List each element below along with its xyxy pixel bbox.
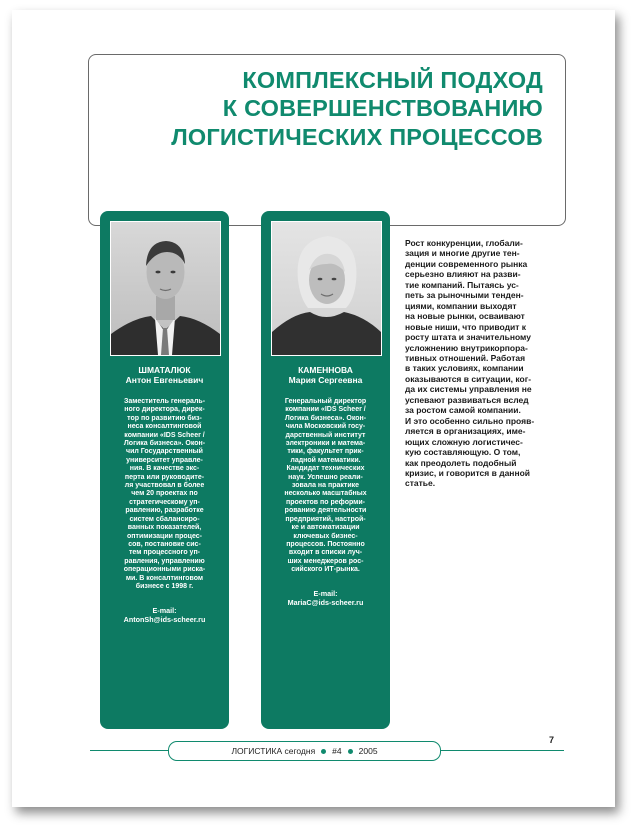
body-line: кризис, и говорится в данной	[405, 467, 530, 478]
footer-journal-pill	[168, 741, 441, 761]
body-line: ляется в организациях, име-	[405, 426, 526, 437]
bio-line: ния. В качестве экс-	[129, 465, 200, 473]
bio-line: тем процессного уп-	[128, 549, 201, 557]
bio-line: ного директора, дирек-	[124, 406, 205, 414]
body-line: успевают развиваться вслед	[405, 394, 529, 405]
author-email-block	[100, 606, 229, 624]
author-bio-kamennova	[267, 398, 384, 575]
body-line: И это особенно сильно прояв-	[405, 415, 535, 426]
footer-issue: #4	[332, 746, 342, 756]
bio-line: Генеральный директор	[284, 398, 367, 405]
author-surname: КАМЕННОВА	[298, 365, 353, 375]
bio-line: ванных показателей,	[127, 524, 202, 532]
body-line: как преодолеть подобный	[405, 457, 517, 468]
body-line: да их системы управления не	[405, 384, 532, 395]
author-photo-shmataluk	[110, 221, 221, 356]
body-line: тивных отношений. Работая	[405, 352, 526, 363]
bullet-dot-icon	[348, 749, 353, 754]
bio-line: наук. Успешно реали-	[288, 473, 363, 481]
body-line: Рост конкуренции, глобали-	[405, 238, 523, 248]
email-label: E-mail:	[313, 589, 338, 598]
author-email-link[interactable]: AntonSh@ids-scheer.ru	[123, 615, 206, 624]
bio-line: равлению, разработке	[125, 507, 204, 515]
bio-line: чем 20 проектах по	[131, 490, 198, 498]
author-bio-shmataluk	[106, 398, 223, 591]
body-line: оказываются в ситуации, ког-	[405, 373, 532, 384]
bio-line: операционными риска-	[123, 566, 206, 574]
bio-line: сов, постановке сис-	[128, 540, 201, 548]
body-line: зация и многие другие тен-	[405, 248, 520, 259]
body-line: циями, компании выходят	[405, 300, 517, 311]
author-photo-kamennova	[271, 221, 382, 356]
bio-line: систем сбалансиро-	[129, 515, 200, 523]
bio-line: Логика бизнеса». Окон-	[123, 440, 206, 448]
author-email-link[interactable]: MariaC@ids-scheer.ru	[287, 598, 364, 607]
author-surname: ШМАТАЛЮК	[138, 365, 191, 375]
bio-line: Кандидат технических	[286, 465, 365, 473]
bio-line: рованию деятельности	[284, 507, 367, 515]
bio-line: несколько масштабных	[284, 490, 367, 498]
body-line: тие компаний. Пытаясь ус-	[405, 279, 519, 290]
author-given-name: Антон Евгеньевич	[125, 375, 204, 385]
bio-line: проектов по реформи-	[286, 498, 365, 506]
bio-line: стратегическому уп-	[129, 498, 200, 506]
body-line: серьезно влияют на разви-	[405, 269, 521, 280]
bio-line: неса консалтинговой	[127, 423, 202, 431]
bio-line: процессов. Постоянно	[286, 540, 365, 548]
bio-line: компании «IDS Scheer /	[124, 431, 205, 439]
bio-line: университет управле-	[126, 456, 203, 464]
title-box	[88, 54, 566, 226]
author-card-kamennova	[261, 211, 390, 729]
author-email-block	[261, 589, 390, 607]
bio-line: электроники и матема-	[285, 440, 366, 448]
article-title-line-3: ЛОГИСТИЧЕСКИХ ПРОЦЕССОВ	[171, 124, 543, 150]
article-lead-paragraph	[405, 238, 561, 489]
page-number: 7	[549, 735, 555, 745]
bio-line: ших менеджеров рос-	[287, 557, 364, 565]
body-line: усложнению внутрикорпора-	[405, 342, 528, 353]
bio-line: ля участвовал в более	[124, 482, 205, 490]
bio-line: ми. В консалтинговом	[125, 574, 204, 582]
body-line: новые ниши, что приводит к	[405, 321, 526, 332]
body-line: статье.	[405, 478, 436, 489]
bio-line: сийского ИТ-рынка.	[291, 566, 360, 574]
bio-line: тики, факультет прик-	[287, 448, 364, 456]
bio-line: тор по развитию биз-	[127, 414, 202, 422]
body-line: кую составляющую. О том,	[405, 447, 521, 458]
bio-line: зовала на практике	[291, 482, 360, 490]
footer-journal-title: ЛОГИСТИКА сегодня	[231, 746, 316, 756]
bio-line: ладной математики.	[290, 456, 361, 464]
footer-rule-right	[439, 750, 564, 751]
body-line: денции современного рынка	[405, 258, 528, 269]
body-line: за ростом самой компании.	[405, 405, 521, 416]
article-title-line-1: КОМПЛЕКСНЫЙ ПОДХОД	[242, 67, 543, 93]
body-line: петь за рыночными тенден-	[405, 290, 524, 301]
bio-line: компании «IDS Scheer /	[285, 406, 366, 414]
bio-line: Логика бизнеса». Окон-	[284, 414, 367, 422]
author-card-shmataluk	[100, 211, 229, 729]
bio-line: чила Московский госу-	[285, 423, 366, 431]
bio-line: чил Государственный	[126, 448, 203, 456]
bio-line: оптимизации процес-	[127, 532, 202, 540]
bio-line: ключевых бизнес-	[293, 532, 358, 540]
bio-line: входит в списки луч-	[288, 549, 363, 557]
body-line: ющих сложную логистичес-	[405, 436, 523, 447]
author-name-shmataluk	[100, 365, 229, 385]
body-line: в таких условиях, компании	[405, 363, 524, 374]
bio-line: Заместитель генераль-	[123, 398, 206, 405]
footer-year: 2005	[358, 746, 378, 756]
bio-line: предприятий, настрой-	[285, 515, 366, 523]
email-label: E-mail:	[152, 606, 177, 615]
bio-line: дарственный институт	[285, 431, 366, 439]
author-given-name: Мария Сергеевна	[288, 375, 363, 385]
author-name-kamennova	[261, 365, 390, 385]
bio-line: бизнесе с 1998 г.	[135, 582, 194, 590]
body-line: росту штата и значительному	[405, 332, 531, 343]
footer-rule-left	[90, 750, 168, 751]
body-line: на новые рынки, осваивают	[405, 311, 525, 322]
bio-line: перта или руководите-	[124, 473, 205, 481]
bio-line: равления, управлению	[124, 557, 205, 565]
article-title-line-2: К СОВЕРШЕНСТВОВАНИЮ	[222, 95, 543, 121]
bio-line: ке и автоматизации	[291, 524, 360, 532]
bullet-dot-icon	[321, 749, 326, 754]
